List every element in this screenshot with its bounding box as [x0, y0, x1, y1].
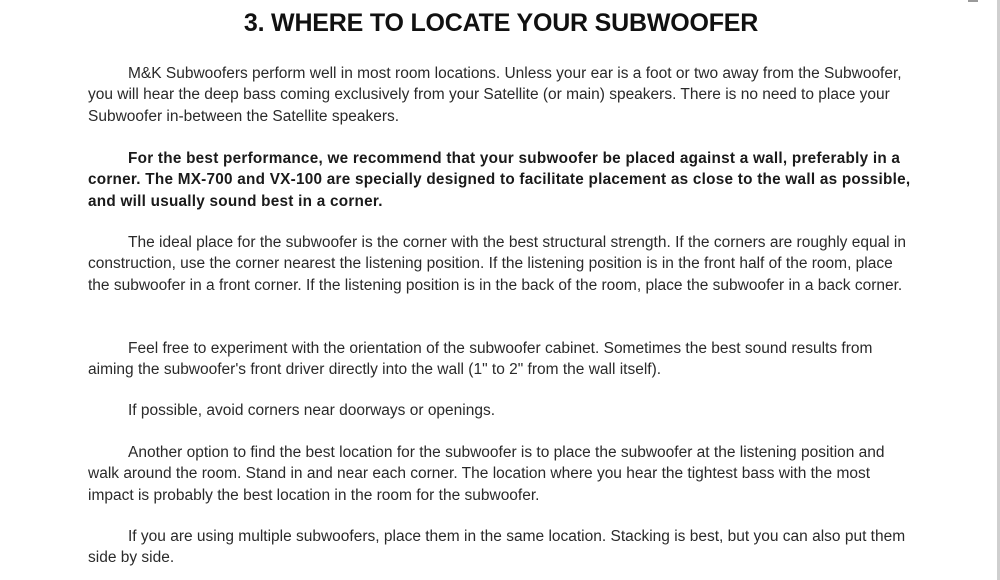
paragraph-multiple-subwoofers: If you are using multiple subwoofers, place them in the same location. Stacking is best, but you can also put them side by side.	[88, 528, 906, 567]
paragraph-avoid-doorways: If possible, avoid corners near doorways or openings.	[128, 402, 496, 419]
page-corner-mark	[968, 0, 978, 2]
paragraph-cabinet-orientation: Feel free to experiment with the orientation of the subwoofer cabinet. Sometimes the best sound results from aiming the subwoofer's front driver directly into the wall (1" to 2" from the wall itself).	[88, 340, 873, 379]
paragraph-ideal-corner: The ideal place for the subwoofer is the corner with the best structural strength. If the corners are roughly equal in construction, use the corner nearest the listening position. If the listening position is in the front half of the room, place the subwoofer in a front corner. If the listening position is in the back of the room, place the subwoofer in a back corner.	[88, 234, 906, 294]
paragraph-room-locations: M&K Subwoofers perform well in most room locations. Unless your ear is a foot or two away from the Subwoofer, you will hear the deep bass coming exclusively from your Satellite (or main) speakers. There is no need to place your Subwoofer in-between the Satellite speakers.	[88, 65, 902, 125]
paragraph-listening-walkaround: Another option to find the best location for the subwoofer is to place the subwoofer at the listening position and walk around the room. Stand in and near each corner. The location where you hear the tightest bass with the most impact is probably the best location in the room for the subwoofer.	[88, 444, 885, 504]
section-heading: 3. WHERE TO LOCATE YOUR SUBWOOFER	[243, 9, 759, 37]
paragraph-best-performance: For the best performance, we recommend that your subwoofer be placed against a wall, preferably in a corner. The MX-700 and VX-100 are specially designed to facilitate placement as close to the wall as possible, and will usually sound best in a corner.	[88, 150, 911, 210]
